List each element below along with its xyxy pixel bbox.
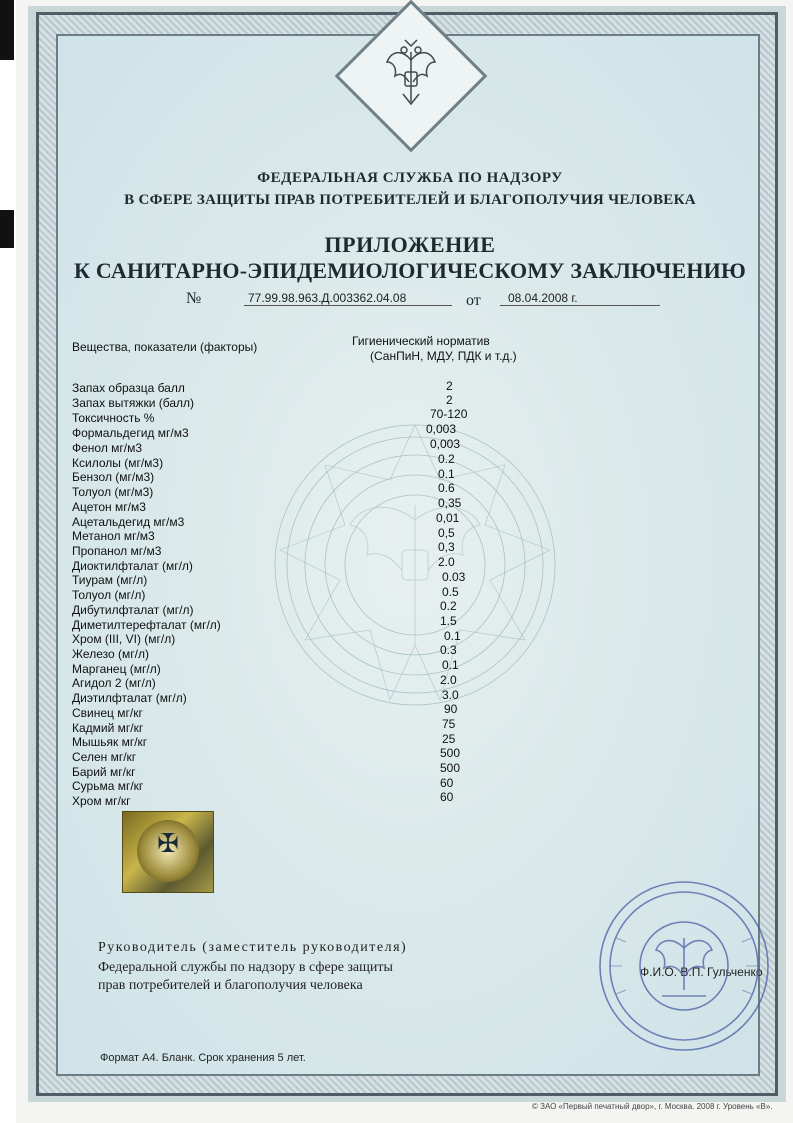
table-row-value: 3.0 (442, 688, 459, 702)
table-row-value: 0.5 (442, 585, 459, 599)
table-row-name: Ацетальдегид мг/м3 (72, 515, 185, 529)
table-row-name: Хром (III, VI) (мг/л) (72, 632, 176, 646)
document-title: ПРИЛОЖЕНИЕ (324, 232, 496, 257)
table-row-name: Диэтилфталат (мг/л) (72, 691, 187, 705)
table-row-name: Диметилтерефталат (мг/л) (72, 618, 221, 632)
table-row-name: Барий мг/кг (72, 765, 136, 779)
table-row-value: 0.1 (442, 658, 459, 672)
table-row-value: 70-120 (430, 407, 468, 421)
hologram-eagle-glyph: ✠ (157, 828, 179, 858)
agency-name-line2: В СФЕРЕ ЗАЩИТЫ ПРАВ ПОТРЕБИТЕЛЕЙ И БЛАГОПОЛУЧИЯ ЧЕЛОВЕКА (124, 192, 696, 208)
table-row-value: 2 (446, 379, 453, 393)
table-row-name: Хром мг/кг (72, 794, 131, 808)
table-row-name: Токсичность % (72, 411, 155, 425)
table-row-value: 90 (444, 702, 458, 716)
table-row-value: 2 (446, 393, 453, 407)
scan-artifact (0, 0, 14, 60)
table-row-value: 0.2 (440, 599, 457, 613)
table-row-name: Дибутилфталат (мг/л) (72, 603, 194, 617)
table-row-name: Марганец (мг/л) (72, 662, 161, 676)
table-row-value: 0.1 (438, 467, 455, 481)
table-row-value: 2.0 (438, 555, 455, 569)
table-row-name: Мышьяк мг/кг (72, 735, 148, 749)
table-row-value: 0,003 (430, 437, 461, 451)
table-row-value: 500 (440, 746, 461, 760)
hologram-seal-icon (122, 811, 214, 893)
column-header-substance: Вещества, показатели (факторы) (72, 340, 258, 354)
signatory-title-line3: прав потребителей и благополучия человека (98, 978, 363, 993)
column-header-norm: Гигиенический норматив (352, 334, 490, 348)
table-row-name: Фенол мг/м3 (72, 441, 143, 455)
certificate-number: 77.99.98.963.Д.003362.04.08 (244, 291, 452, 306)
table-row-name: Формальдегид мг/м3 (72, 426, 189, 440)
table-row-value: 0.1 (444, 629, 461, 643)
table-row-value: 0.2 (438, 452, 455, 466)
table-row-name: Диоктилфталат (мг/л) (72, 559, 193, 573)
table-row-value: 2.0 (440, 673, 457, 687)
date-label: от (466, 292, 481, 309)
table-row-name: Свинец мг/кг (72, 706, 143, 720)
table-row-value: 60 (440, 790, 454, 804)
signatory-name: Ф.И.О. В.П. Гульченко (640, 965, 763, 979)
table-row-name: Сурьма мг/кг (72, 779, 144, 793)
table-row-name: Запах вытяжки (балл) (72, 396, 195, 410)
round-official-stamp-icon (596, 878, 772, 1054)
table-row-value: 0.03 (442, 570, 466, 584)
table-row-name: Бензол (мг/м3) (72, 470, 155, 484)
table-row-value: 0,5 (438, 526, 455, 540)
table-row-value: 60 (440, 776, 454, 790)
table-row-name: Агидол 2 (мг/л) (72, 676, 156, 690)
table-row-value: 500 (440, 761, 461, 775)
table-row-name: Тиурам (мг/л) (72, 573, 148, 587)
table-row-name: Запах образца балл (72, 381, 185, 395)
table-row-value: 0,35 (438, 496, 462, 510)
scan-left-edge (0, 0, 16, 1123)
table-row-value: 0,3 (438, 540, 455, 554)
table-row-value: 0.3 (440, 643, 457, 657)
signatory-title-line1: Руководитель (заместитель руководителя) (98, 940, 408, 955)
form-format-note: Формат А4. Бланк. Срок хранения 5 лет. (100, 1052, 306, 1064)
scan-artifact (0, 210, 14, 248)
table-row-name: Толуол (мг/л) (72, 588, 146, 602)
table-row-value: 0,01 (436, 511, 460, 525)
table-row-name: Ксилолы (мг/м3) (72, 456, 164, 470)
table-row-name: Ацетон мг/м3 (72, 500, 146, 514)
printer-imprint: © ЗАО «Первый печатный двор», г. Москва. 2008 г. Уровень «В». (532, 1102, 773, 1111)
table-row-name: Пропанол мг/м3 (72, 544, 162, 558)
document-subtitle: К САНИТАРНО-ЭПИДЕМИОЛОГИЧЕСКОМУ ЗАКЛЮЧЕНИЮ (74, 258, 746, 283)
table-row-value: 1.5 (440, 614, 457, 628)
guilloche-rosette (270, 420, 560, 710)
table-row-name: Толуол (мг/м3) (72, 485, 154, 499)
table-row-name: Железо (мг/л) (72, 647, 149, 661)
agency-name-line1: ФЕДЕРАЛЬНАЯ СЛУЖБА ПО НАДЗОРУ (257, 170, 563, 186)
table-row-value: 25 (442, 732, 456, 746)
table-row-name: Селен мг/кг (72, 750, 137, 764)
signatory-title-line2: Федеральной службы по надзору в сфере защиты (98, 960, 393, 975)
table-row-value: 0,003 (426, 422, 457, 436)
table-row-value: 75 (442, 717, 456, 731)
certificate-date: 08.04.2008 г. (500, 291, 660, 306)
column-header-norm-sub: (СанПиН, МДУ, ПДК и т.д.) (370, 349, 517, 363)
table-row-name: Кадмий мг/кг (72, 721, 144, 735)
table-row-name: Метанол мг/м3 (72, 529, 155, 543)
double-headed-eagle-icon (385, 38, 437, 110)
number-label: № (186, 290, 202, 307)
table-row-value: 0.6 (438, 481, 455, 495)
